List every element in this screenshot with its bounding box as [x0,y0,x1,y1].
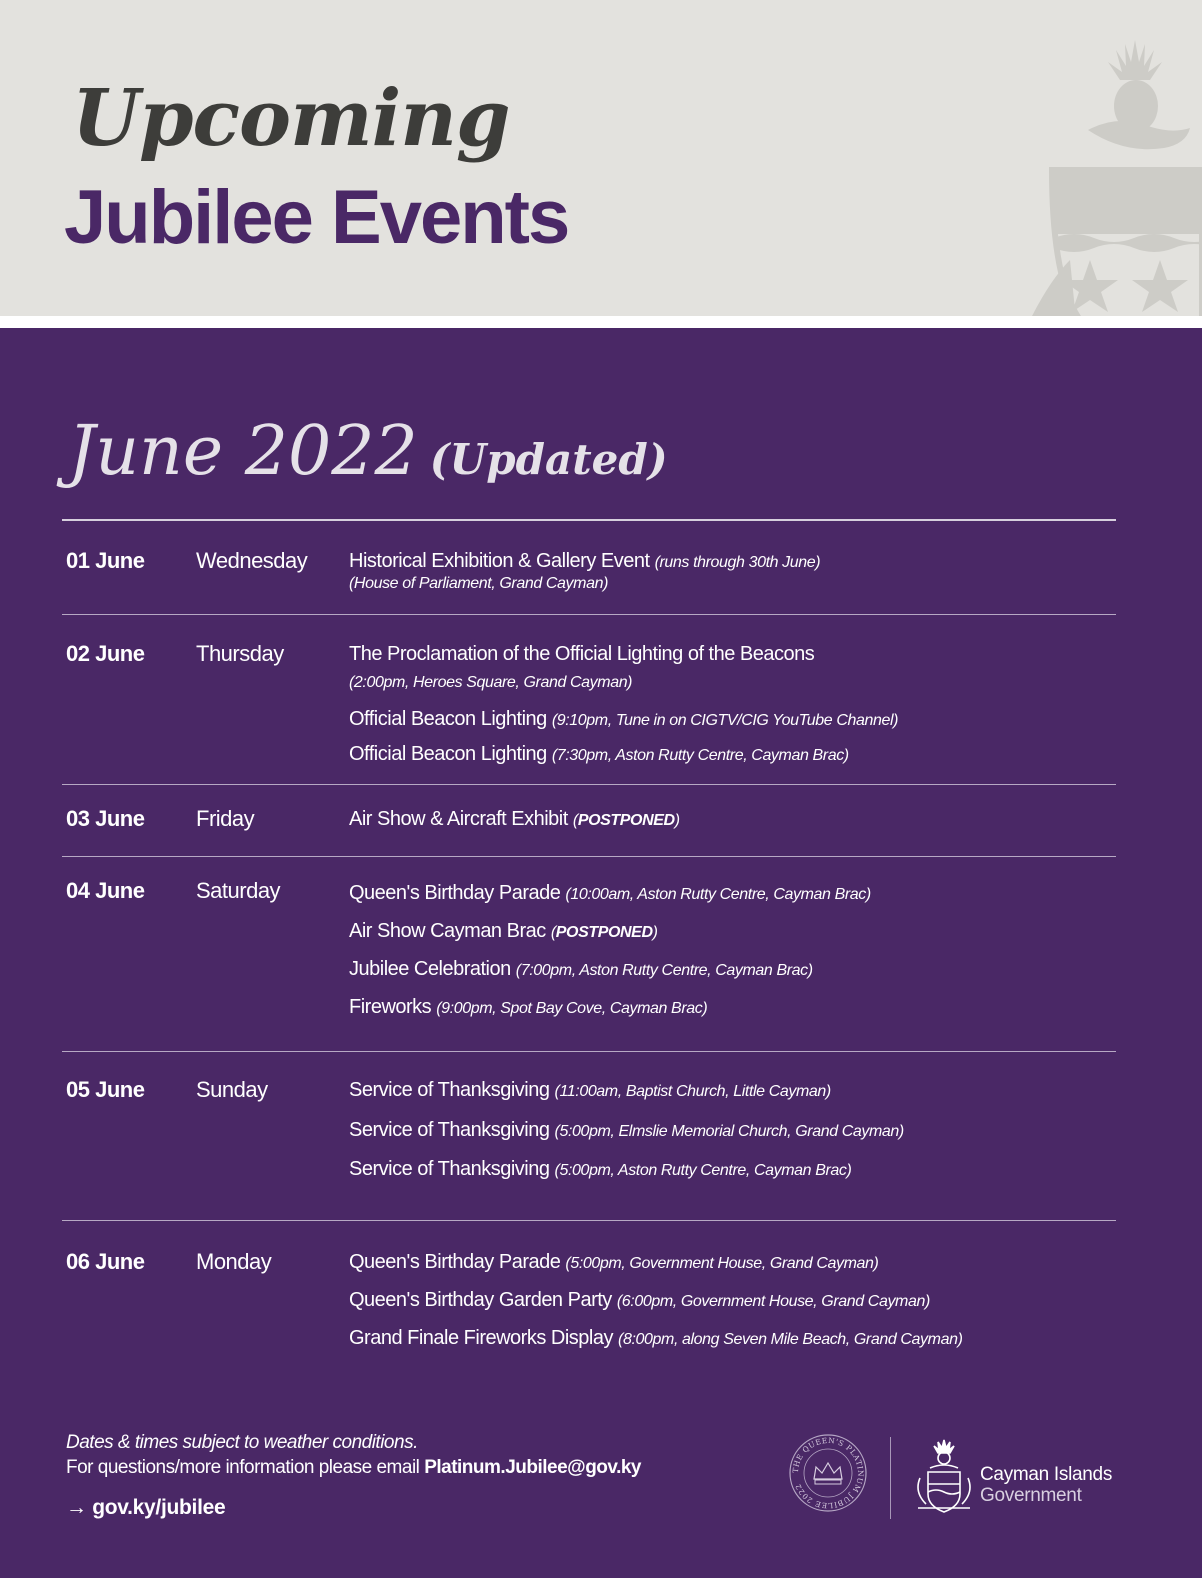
footer-note [66,1430,641,1480]
event-weekday: Friday [196,806,255,831]
event-status: (POSTPONED) [550,924,658,941]
divider [62,519,1116,521]
event-item [349,743,849,766]
event-detail: (9:00pm, Spot Bay Cove, Cayman Brac) [436,1000,708,1017]
month-heading [68,412,668,492]
event-item [349,882,871,905]
event-detail: (8:00pm, along Seven Mile Beach, Grand Cayman) [618,1331,963,1348]
month-updated-note: (Updated) [429,435,668,484]
event-weekday: Sunday [196,1077,268,1102]
event-name: Historical Exhibition & Gallery Event [349,550,650,572]
event-date: 06 June [66,1249,145,1274]
event-date: 01 June [66,548,145,573]
divider [62,614,1116,615]
event-item [349,708,898,731]
event-name: Official Beacon Lighting [349,708,547,730]
page-header [0,0,1202,316]
event-detail: (7:00pm, Aston Rutty Centre, Cayman Brac) [515,962,813,979]
event-name: Air Show & Aircraft Exhibit [349,808,568,830]
government-name-line2: Government [980,1485,1082,1506]
event-date: 03 June [66,806,145,831]
event-subdetail: (House of Parliament, Grand Cayman) [349,575,609,592]
event-detail: (9:10pm, Tune in on CIGTV/CIG YouTube Channel) [551,712,899,729]
event-date: 02 June [66,641,145,666]
event-name: Air Show Cayman Brac [349,920,546,942]
weather-note: Dates & times subject to weather conditions. [66,1432,418,1453]
event-item [349,958,813,981]
government-name [980,1464,1112,1506]
event-item [349,550,820,573]
event-name: Service of Thanksgiving [349,1158,550,1180]
svg-text:THE QUEEN'S PLATINUM JUBILEE 2: THE QUEEN'S PLATINUM JUBILEE 2022 [790,1435,866,1511]
event-detail: (5:00pm, Aston Rutty Centre, Cayman Brac) [554,1162,852,1179]
event-name: Official Beacon Lighting [349,743,547,765]
event-name: Queen's Birthday Parade [349,882,561,904]
header-title: Jubilee Events [64,175,569,260]
event-item [349,643,814,666]
event-name: Jubilee Celebration [349,958,511,980]
event-item [349,1119,904,1142]
coat-of-arms-watermark-icon [1030,30,1202,316]
website-link[interactable] [66,1496,225,1520]
event-detail: (7:30pm, Aston Rutty Centre, Cayman Brac) [551,747,849,764]
event-subdetail: (2:00pm, Heroes Square, Grand Cayman) [349,674,633,691]
divider [62,1220,1116,1221]
platinum-jubilee-seal-icon [788,1433,868,1513]
event-item [349,1327,963,1350]
event-detail: (5:00pm, Government House, Grand Cayman) [565,1255,879,1272]
event-detail: (11:00am, Baptist Church, Little Cayman) [554,1083,831,1100]
event-status: (POSTPONED) [572,812,680,829]
event-weekday: Thursday [196,641,284,666]
event-name: Queen's Birthday Garden Party [349,1289,612,1311]
month-title: June 2022 [68,412,418,491]
event-date: 04 June [66,878,145,903]
event-weekday: Wednesday [196,548,308,573]
divider [62,1051,1116,1052]
header-title-italic: Upcoming [72,73,510,164]
contact-text: For questions/more information please email [66,1457,425,1478]
government-name-line1: Cayman Islands [980,1464,1113,1485]
event-item [349,996,707,1019]
event-name: Queen's Birthday Parade [349,1251,561,1273]
event-item [349,1079,831,1102]
event-detail: (10:00am, Aston Rutty Centre, Cayman Brac) [565,886,871,903]
event-item [349,920,658,943]
event-name: Fireworks [349,996,432,1018]
event-date: 05 June [66,1077,145,1102]
event-item [349,1158,851,1181]
event-name: Service of Thanksgiving [349,1119,550,1141]
divider [62,784,1116,785]
event-detail: (6:00pm, Government House, Grand Cayman) [616,1293,930,1310]
contact-email-link[interactable]: Platinum.Jubilee@gov.ky [424,1457,641,1478]
arrow-right-icon: → [66,1496,87,1519]
logo-divider [890,1437,891,1519]
event-detail: (runs through 30th June) [654,554,821,571]
website-link-text: gov.ky/jubilee [92,1496,226,1519]
event-detail: (5:00pm, Elmslie Memorial Church, Grand Cayman) [554,1123,904,1140]
divider [62,856,1116,857]
event-weekday: Saturday [196,878,281,903]
header-divider [0,316,1202,328]
event-item [349,1251,878,1274]
event-name: The Proclamation of the Official Lighting of the Beacons [349,643,815,665]
event-name: Grand Finale Fireworks Display [349,1327,613,1349]
event-weekday: Monday [196,1249,272,1274]
event-name: Service of Thanksgiving [349,1079,550,1101]
event-item [349,808,680,831]
cayman-islands-crest-icon [914,1438,974,1516]
event-item [349,1289,930,1312]
